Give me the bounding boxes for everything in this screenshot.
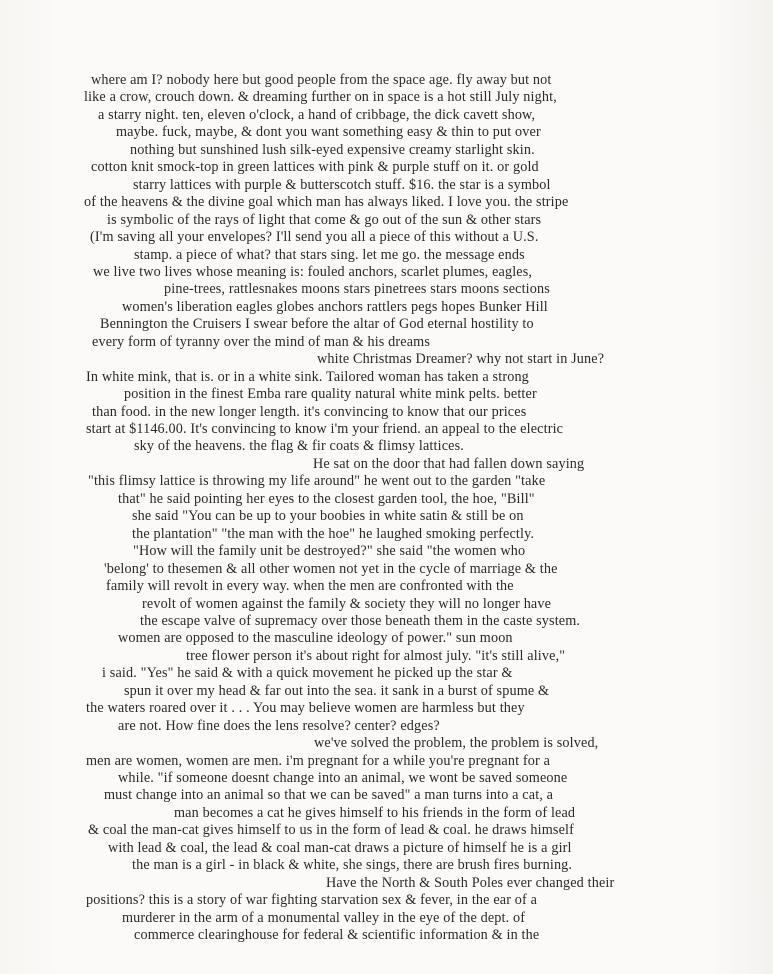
- text-line: i said. "Yes" he said & with a quick movement he picked up the star &: [102, 665, 513, 682]
- text-line: the waters roared over it . . . You may believe women are harmless but they: [86, 700, 525, 717]
- text-line: "How will the family unit be destroyed?" she said "the women who: [133, 543, 526, 560]
- text-line: nothing but sunshined lush silk-eyed expensive creamy starlight skin.: [130, 141, 535, 158]
- text-line: position in the finest Emba rare quality natural white mink pelts. better: [124, 386, 537, 403]
- text-line: stamp. a piece of what? that stars sing. let me go. the message ends: [134, 246, 525, 263]
- text-line: He sat on the door that had fallen down saying: [313, 455, 585, 472]
- text-line: commerce clearinghouse for federal & scientific information & in the: [134, 927, 540, 944]
- text-line: she said "You can be up to your boobies in white satin & still be on: [132, 508, 524, 525]
- text-line: with lead & coal, the lead & coal man-cat draws a picture of himself he is a girl: [108, 839, 572, 856]
- text-line: pine-trees, rattlesnakes moons stars pinetrees stars moons sections: [164, 281, 550, 298]
- text-line: we live two lives whose meaning is: fouled anchors, scarlet plumes, eagles,: [93, 263, 533, 280]
- text-line: while. "if someone doesnt change into an animal, we wont be saved someone: [118, 770, 568, 786]
- text-line: we've solved the problem, the problem is solved,: [314, 735, 599, 752]
- text-line: white Christmas Dreamer? why not start in June?: [317, 351, 605, 368]
- text-line: men are women, women are men. i'm pregnant for a while you're pregnant for a: [86, 752, 551, 769]
- text-line: positions? this is a story of war fighting starvation sex & fever, in the ear of a: [86, 892, 538, 909]
- text-line: (I'm saving all your envelopes? I'll send you all a piece of this without a U.S.: [90, 229, 539, 246]
- text-line: murderer in the arm of a monumental valley in the eye of the dept. of: [122, 909, 526, 926]
- text-line: of the heavens & the divine goal which man has always liked. I love you. the stripe: [84, 194, 569, 211]
- text-line: like a crow, crouch down. & dreaming further on in space is a hot still July night,: [84, 89, 557, 106]
- text-line: are not. How fine does the lens resolve? center? edges?: [118, 717, 440, 734]
- text-line: than food. in the new longer length. it's convincing to know that our prices: [92, 403, 527, 420]
- text-line: cotton knit smock-top in green lattices with pink & purple stuff on it. or gold: [91, 159, 539, 176]
- text-line: & coal the man-cat gives himself to us in the form of lead & coal. he draws himself: [88, 822, 575, 839]
- text-line: revolt of women against the family & society they will no longer have: [142, 595, 552, 612]
- text-line: "this flimsy lattice is throwing my life around" he went out to the garden "take: [88, 473, 546, 490]
- text-line: tree flower person it's about right for almost july. "it's still alive,": [186, 647, 566, 664]
- text-line: must change into an animal so that we can be saved" a man turns into a cat, a: [104, 787, 554, 804]
- text-line: 'belong' to thesemen & all other women not yet in the cycle of marriage & the: [104, 560, 558, 577]
- text-line: starry lattices with purple & butterscotch stuff. $16. the star is a symbol: [133, 176, 551, 193]
- text-line: the plantation" "the man with the hoe" he laughed smoking perfectly.: [132, 525, 535, 542]
- text-line: is symbolic of the rays of light that come & go out of the sun & other stars: [107, 211, 542, 228]
- text-line: the man is a girl - in black & white, she sings, there are brush fires burning.: [132, 857, 573, 874]
- text-line: family will revolt in every way. when the men are confronted with the: [106, 578, 514, 595]
- text-line: sky of the heavens. the flag & fir coats & flimsy lattices.: [134, 438, 464, 455]
- text-line: man becomes a cat he gives himself to his friends in the form of lead: [174, 804, 576, 821]
- text-line: that" he said pointing her eyes to the closest garden tool, the hoe, "Bill": [118, 490, 535, 507]
- text-line: start at $1146.00. It's convincing to know i'm your friend. an appeal to the electric: [86, 421, 564, 437]
- text-line: the escape valve of supremacy over those beneath them in the caste system.: [140, 612, 581, 629]
- text-line: In white mink, that is. or in a white sink. Tailored woman has taken a strong: [86, 368, 529, 385]
- text-line: women's liberation eagles globes anchors rattlers pegs hopes Bunker Hill: [122, 298, 548, 315]
- text-line: maybe. fuck, maybe, & dont you want something easy & thin to put over: [116, 124, 541, 141]
- text-line: Have the North & South Poles ever changed their: [326, 874, 615, 891]
- text-line: women are opposed to the masculine ideology of power." sun moon: [118, 630, 513, 647]
- text-line: a starry night. ten, eleven o'clock, a hand of cribbage, the dick cavett show,: [98, 106, 536, 123]
- text-line: spun it over my head & far out into the sea. it sank in a burst of spume &: [124, 682, 550, 699]
- text-line: where am I? nobody here but good people from the space age. fly away but not: [91, 72, 552, 88]
- text-line: Bennington the Cruisers I swear before the altar of God eternal hostility to: [100, 316, 534, 333]
- text-line: every form of tyranny over the mind of man & his dreams: [92, 333, 431, 350]
